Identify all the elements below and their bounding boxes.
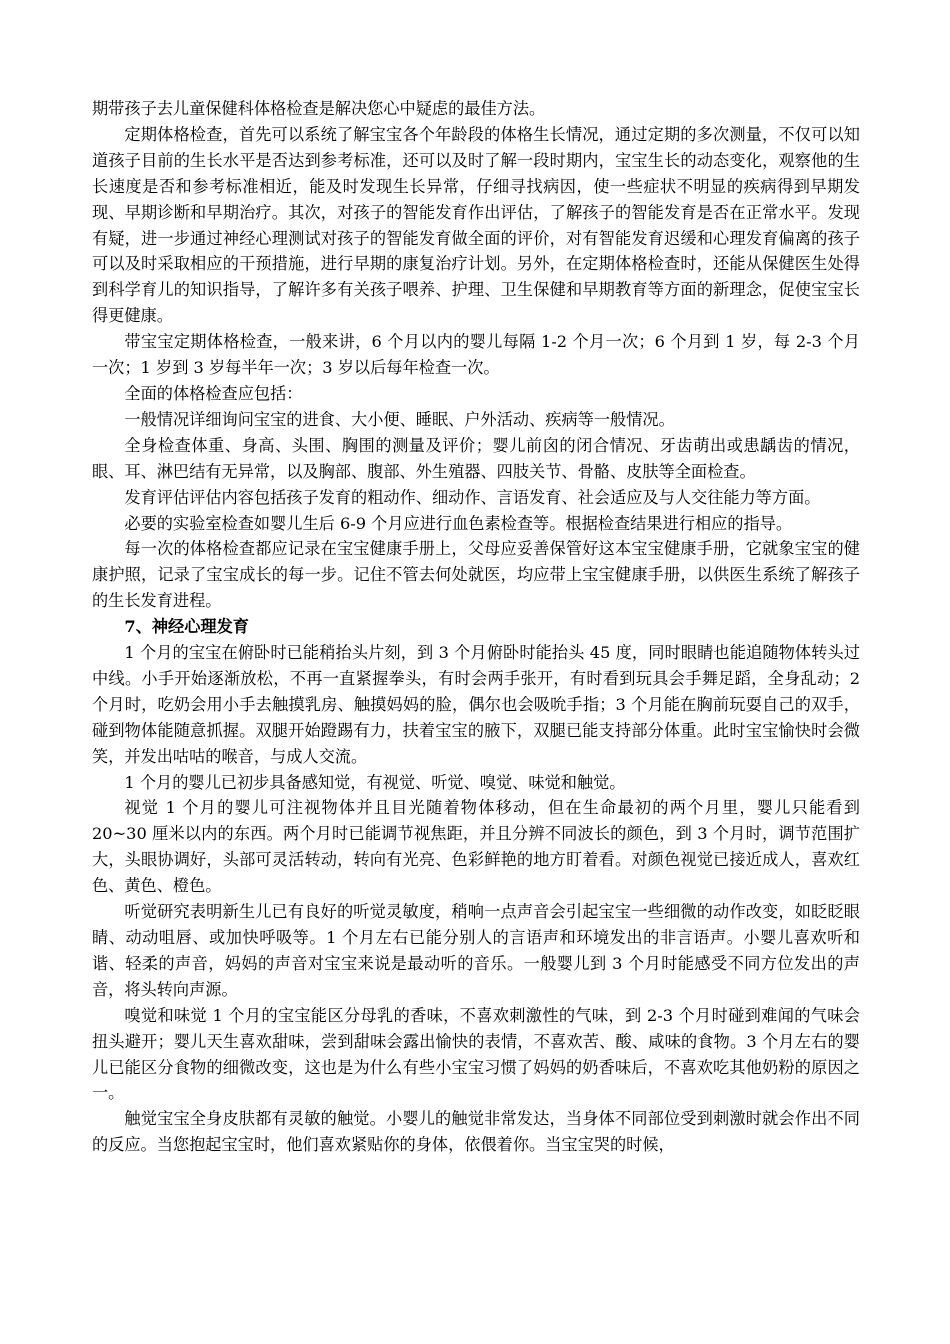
paragraph-health-handbook: 每一次的体格检查都应记录在宝宝健康手册上，父母应妥善保管好这本宝宝健康手册，它就象宝宝的健康护照，记录了宝宝成长的每一步。记住不管去何处就医，均应带上宝宝健康手册，以供医生系统了解孩子的生长发育进程。 bbox=[92, 539, 860, 611]
paragraph-vision: 视觉 1 个月的婴儿可注视物体并且目光随着物体移动，但在生命最初的两个月里，婴儿只能看到 20~30 厘米以内的东西。两个月时已能调节视焦距，并且分辨不同波长的颜色，到 3 个月时，调节范围扩大，头眼协调好，头部可灵活转动，转向有光亮、色彩鲜艳的地方盯着看。对颜色视觉已接近成人，喜欢红色、黄色、橙色。 bbox=[92, 798, 860, 896]
paragraph-checkup-contents-intro: 全面的体格检查应包括： bbox=[124, 383, 303, 403]
paragraph-smell-taste: 嗅觉和味觉 1 个月的宝宝能区分母乳的香味，不喜欢刺激性的气味，到 2-3 个月时碰到难闻的气味会扭头避开；婴儿天生喜欢甜味，尝到甜味会露出愉快的表情，不喜欢苦、酸、咸味的食物。3 个月左右的婴儿已能区分食物的细微改变，这也是为什么有些小宝宝习惯了妈妈的奶香味后，不喜欢吃其他奶粉的原因之一。 bbox=[92, 1005, 860, 1103]
paragraph-hearing: 听觉研究表明新生儿已有良好的听觉灵敏度，稍响一点声音会引起宝宝一些细微的动作改变，如眨眨眼睛、动动咀唇、或加快呼吸等。1 个月左右已能分别人的言语声和环境发出的非言语声。小婴儿喜欢听和谐、轻柔的声音，妈妈的声音对宝宝来说是最动听的音乐。一般婴儿到 3 个月时能感受不同方位发出的声音，将头转向声源。 bbox=[92, 902, 860, 999]
paragraph-continuation: 期带孩子去儿童保健科体格检查是解决您心中疑虑的最佳方法。 bbox=[92, 99, 546, 118]
paragraph-full-body-exam: 全身检查体重、身高、头围、胸围的测量及评价；婴儿前囟的闭合情况、牙齿萌出或患龋齿的情况，眼、耳、淋巴结有无异常，以及胸部、腹部、外生殖器、四肢关节、骨骼、皮肤等全面检查。 bbox=[92, 435, 860, 481]
paragraph-senses-intro: 1 个月的婴儿已初步具备感知觉，有视觉、听觉、嗅觉、味觉和触觉。 bbox=[124, 772, 626, 792]
section-heading-neuro-development: 7、神经心理发育 bbox=[124, 617, 249, 637]
paragraph-motor-development: 1 个月的宝宝在俯卧时已能稍抬头片刻，到 3 个月俯卧时能抬头 45 度，同时眼睛也能追随物体转头过中线。小手开始逐渐放松，不再一直紧握拳头，有时会两手张开，有时看到玩具会手舞足蹈，全身乱动；2 个月时，吃奶会用小手去触摸乳房、触摸妈妈的脸，偶尔也会吸吮手指；3 个月能在胸前玩耍自己的双手，碰到物体能随意抓握。双腿开始蹬踢有力，扶着宝宝的腋下，双腿已能支持部分体重。此时宝宝愉快时会微笑，并发出咕咕的喉音，与成人交流。 bbox=[92, 643, 860, 766]
paragraph-general-condition: 一般情况详细询问宝宝的进食、大小便、睡眠、户外活动、疾病等一般情况。 bbox=[124, 409, 675, 429]
paragraph-lab-tests: 必要的实验室检查如婴儿生后 6-9 个月应进行血色素检查等。根据检查结果进行相应的指导。 bbox=[124, 513, 793, 533]
paragraph-development-assessment: 发育评估评估内容包括孩子发育的粗动作、细动作、言语发育、社会适应及与人交往能力等方面。 bbox=[124, 487, 821, 507]
paragraph-checkup-schedule: 带宝宝定期体格检查，一般来讲，6 个月以内的婴儿每隔 1-2 个月一次；6 个月到 1 岁，每 2-3 个月一次；1 岁到 3 岁每半年一次；3 岁以后每年检查一次。 bbox=[92, 332, 860, 378]
paragraph-touch: 触觉宝宝全身皮肤都有灵敏的触觉。小婴儿的触觉非常发达，当身体不同部位受到刺激时就会作出不同的反应。当您抱起宝宝时，他们喜欢紧贴你的身体，依偎着你。当宝宝哭的时候， bbox=[92, 1109, 860, 1155]
paragraph-regular-checkup-benefits: 定期体格检查，首先可以系统了解宝宝各个年龄段的体格生长情况，通过定期的多次测量，不仅可以知道孩子目前的生长水平是否达到参考标准，还可以及时了解一段时期内，宝宝生长的动态变化，观察他的生长速度是否和参考标准相近，能及时发现生长异常，仔细寻找病因，使一些症状不明显的疾病得到早期发现、早期诊断和早期治疗。其次，对孩子的智能发育作出评估，了解孩子的智能发育是否在正常水平。发现有疑，进一步通过神经心理测试对孩子的智能发育做全面的评价，对有智能发育迟缓和心理发育偏离的孩子可以及时采取相应的干预措施，进行早期的康复治疗计划。另外，在定期体格检查时，还能从保健医生处得到科学育儿的知识指导，了解许多有关孩子喂养、护理、卫生保健和早期教育等方面的新理念，促使宝宝长得更健康。 bbox=[92, 124, 860, 326]
document-page bbox=[92, 96, 860, 1158]
